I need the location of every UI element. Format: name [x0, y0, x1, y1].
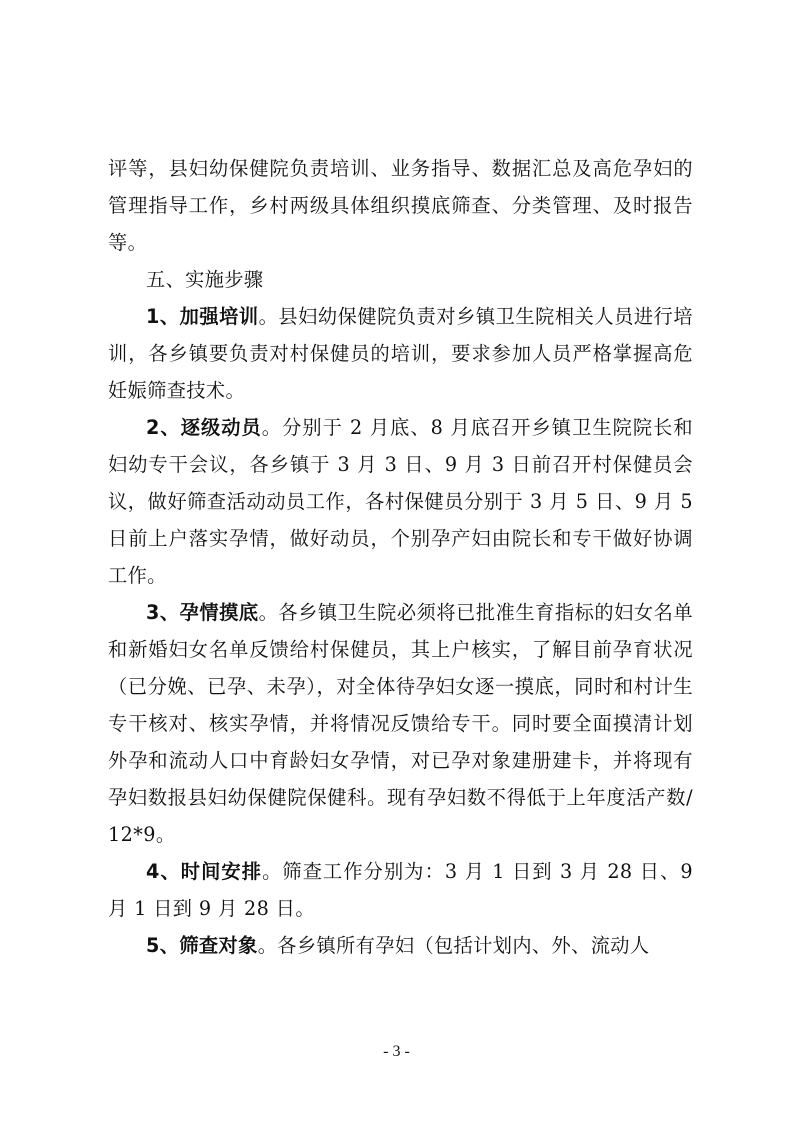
step-5-paragraph — [108, 927, 693, 964]
page-number: - 3 - — [383, 1043, 410, 1060]
step-2-heading: 2、逐级动员 — [146, 416, 262, 439]
step-2-paragraph — [108, 409, 693, 594]
step-1-paragraph — [108, 298, 693, 409]
document-body — [108, 150, 693, 964]
section-heading: 五、实施步骤 — [146, 268, 264, 291]
step-4-body: 。筛查工作分别为：3 月 1 日到 3 月 28 日、9 月 1 日到 9 月 28 日。 — [108, 860, 693, 920]
step-3-body: 。各乡镇卫生院必须将已批准生育指标的妇女名单和新婚妇女名单反馈给村保健员，其上户核实，了解目前孕育状况（已分娩、已孕、未孕），对全体待孕妇女逐一摸底，同时和村计生专干核对、核实孕情，并将情况反馈给专干。同时要全面摸清计划外孕和流动人口中育龄妇女孕情，对已孕对象建册建卡，并将现有孕妇数报县妇幼保健院保健科。现有孕妇数不得低于上年度活产数/12*9。 — [108, 601, 693, 846]
step-4-paragraph — [108, 853, 693, 927]
step-3-paragraph — [108, 594, 693, 853]
step-1-heading: 1、加强培训 — [146, 305, 259, 328]
step-2-body: 。分别于 2 月底、8 月底召开乡镇卫生院院长和妇幼专干会议，各乡镇于 3 月 3 日、9 月 3 日前召开村保健员会议，做好筛查活动动员工作，各村保健员分别于 3 月 5 日、9 月 5 日前上户落实孕情，做好动员，个别孕产妇由院长和专干做好协调工作。 — [108, 416, 693, 587]
step-5-body: 。各乡镇所有孕妇（包括计划内、外、流动人 — [257, 934, 650, 957]
step-1-body: 。县妇幼保健院负责对乡镇卫生院相关人员进行培训，各乡镇要负责对村保健员的培训，要求参加人员严格掌握高危妊娠筛查技术。 — [108, 305, 693, 402]
step-4-heading: 4、时间安排 — [146, 860, 263, 883]
step-3-heading: 3、孕情摸底 — [146, 601, 259, 624]
paragraph-continuation: 评等，县妇幼保健院负责培训、业务指导、数据汇总及高危孕妇的管理指导工作，乡村两级具体组织摸底筛查、分类管理、及时报告等。 — [108, 157, 693, 254]
step-5-heading: 5、筛查对象 — [146, 934, 258, 957]
